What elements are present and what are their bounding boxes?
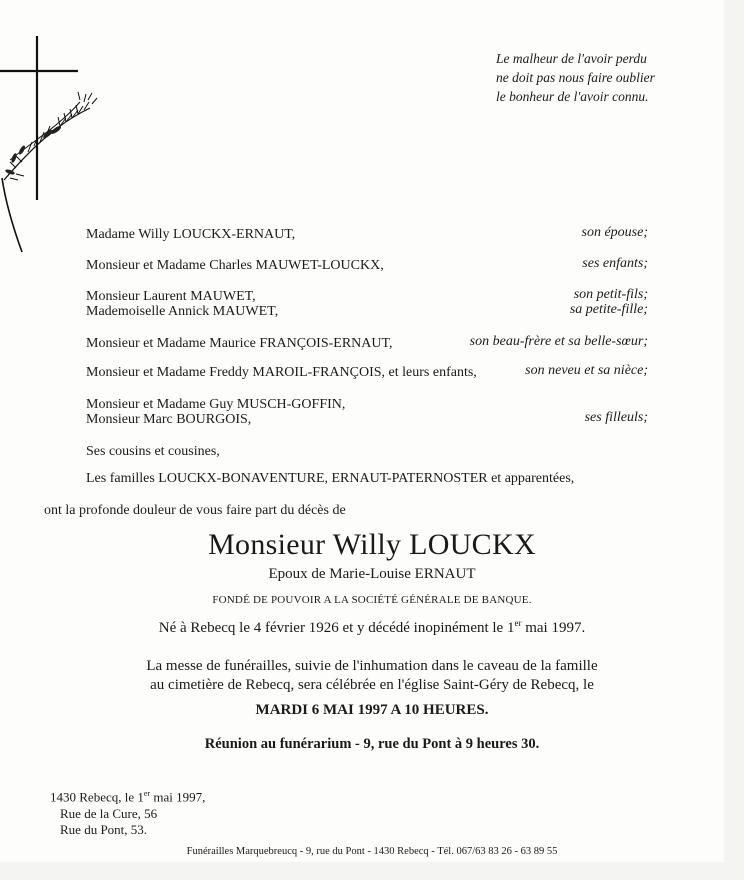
- occupation-line: FONDÉ DE POUVOIR A LA SOCIÉTÉ GÉNÉRALE DE BANQUE.: [212, 594, 532, 606]
- family-member-name: Monsieur et Madame Maurice FRANÇOIS-ERNAUT,: [86, 336, 393, 351]
- deceased-name: Monsieur Willy LOUCKX: [208, 528, 536, 561]
- epitaph-line: ne doit pas nous faire oublier: [496, 70, 655, 85]
- epitaph-line: Le malheur de l'avoir perdu: [496, 51, 647, 66]
- family-member-name: Ses cousins et cousines,: [86, 444, 220, 459]
- cross-with-wheat-icon: [0, 30, 110, 260]
- birth-death-line: [0, 618, 744, 637]
- family-member-name: Monsieur et Madame Guy MUSCH-GOFFIN,: [86, 397, 346, 412]
- epitaph-line: le bonheur de l'avoir connu.: [496, 89, 649, 104]
- address-line: [50, 789, 205, 805]
- family-member-name: Monsieur Laurent MAUWET,: [86, 289, 256, 304]
- epitaph-quote: [496, 49, 655, 106]
- family-relation: ses enfants;: [582, 256, 648, 271]
- mass-line: au cimetière de Rebecq, sera célébrée en l'église Saint-Géry de Rebecq, le: [150, 677, 594, 693]
- family-relation: son beau-frère et sa belle-sœur;: [469, 334, 648, 349]
- address-text-end: mai 1997,: [150, 789, 206, 805]
- family-member-name: Mademoiselle Annick MAUWET,: [86, 304, 279, 319]
- family-member-name: Monsieur Marc BOURGOIS,: [86, 412, 252, 427]
- family-member-name: Les familles LOUCKX-BONAVENTURE, ERNAUT-PATERNOSTER et apparentées,: [86, 471, 575, 486]
- address-line: Rue du Pont, 53.: [60, 822, 148, 837]
- scan-edge-bottom: [0, 862, 744, 880]
- birth-text-end: mai 1997.: [521, 620, 586, 636]
- mass-line: La messe de funérailles, suivie de l'inhumation dans le caveau de la famille: [146, 658, 598, 674]
- meeting-line: Réunion au funérarium - 9, rue du Pont à 9 heures 30.: [204, 736, 540, 752]
- family-relation: son neveu et sa nièce;: [525, 363, 648, 378]
- family-relation: sa petite-fille;: [569, 302, 648, 317]
- family-relation: ses filleuls;: [584, 410, 648, 425]
- service-date: MARDI 6 MAI 1997 A 10 HEURES.: [255, 702, 489, 718]
- ordinal-superscript: er: [514, 618, 522, 628]
- family-member-name: Monsieur et Madame Charles MAUWET-LOUCKX,: [86, 258, 384, 273]
- address-line: Rue de la Cure, 56: [60, 806, 158, 821]
- address-text: 1430 Rebecq, le 1: [50, 789, 144, 805]
- family-relation: son petit-fils;: [573, 287, 648, 302]
- spouse-line: Epoux de Marie-Louise ERNAUT: [268, 566, 476, 582]
- birth-text: Né à Rebecq le 4 février 1926 et y décédé inopinément le 1: [158, 620, 515, 636]
- family-relation: son épouse;: [581, 225, 648, 240]
- ordinal-superscript: er: [143, 789, 151, 798]
- funeral-home-footer: Funérailles Marquebreucq - 9, rue du Pont - 1430 Rebecq - Tél. 067/63 83 26 - 63 89 55: [186, 846, 558, 857]
- announcement-text: ont la profonde douleur de vous faire part du décès de: [44, 503, 346, 518]
- family-member-name: Madame Willy LOUCKX-ERNAUT,: [86, 227, 296, 242]
- family-member-name: Monsieur et Madame Freddy MAROIL-FRANÇOIS, et leurs enfants,: [86, 365, 477, 380]
